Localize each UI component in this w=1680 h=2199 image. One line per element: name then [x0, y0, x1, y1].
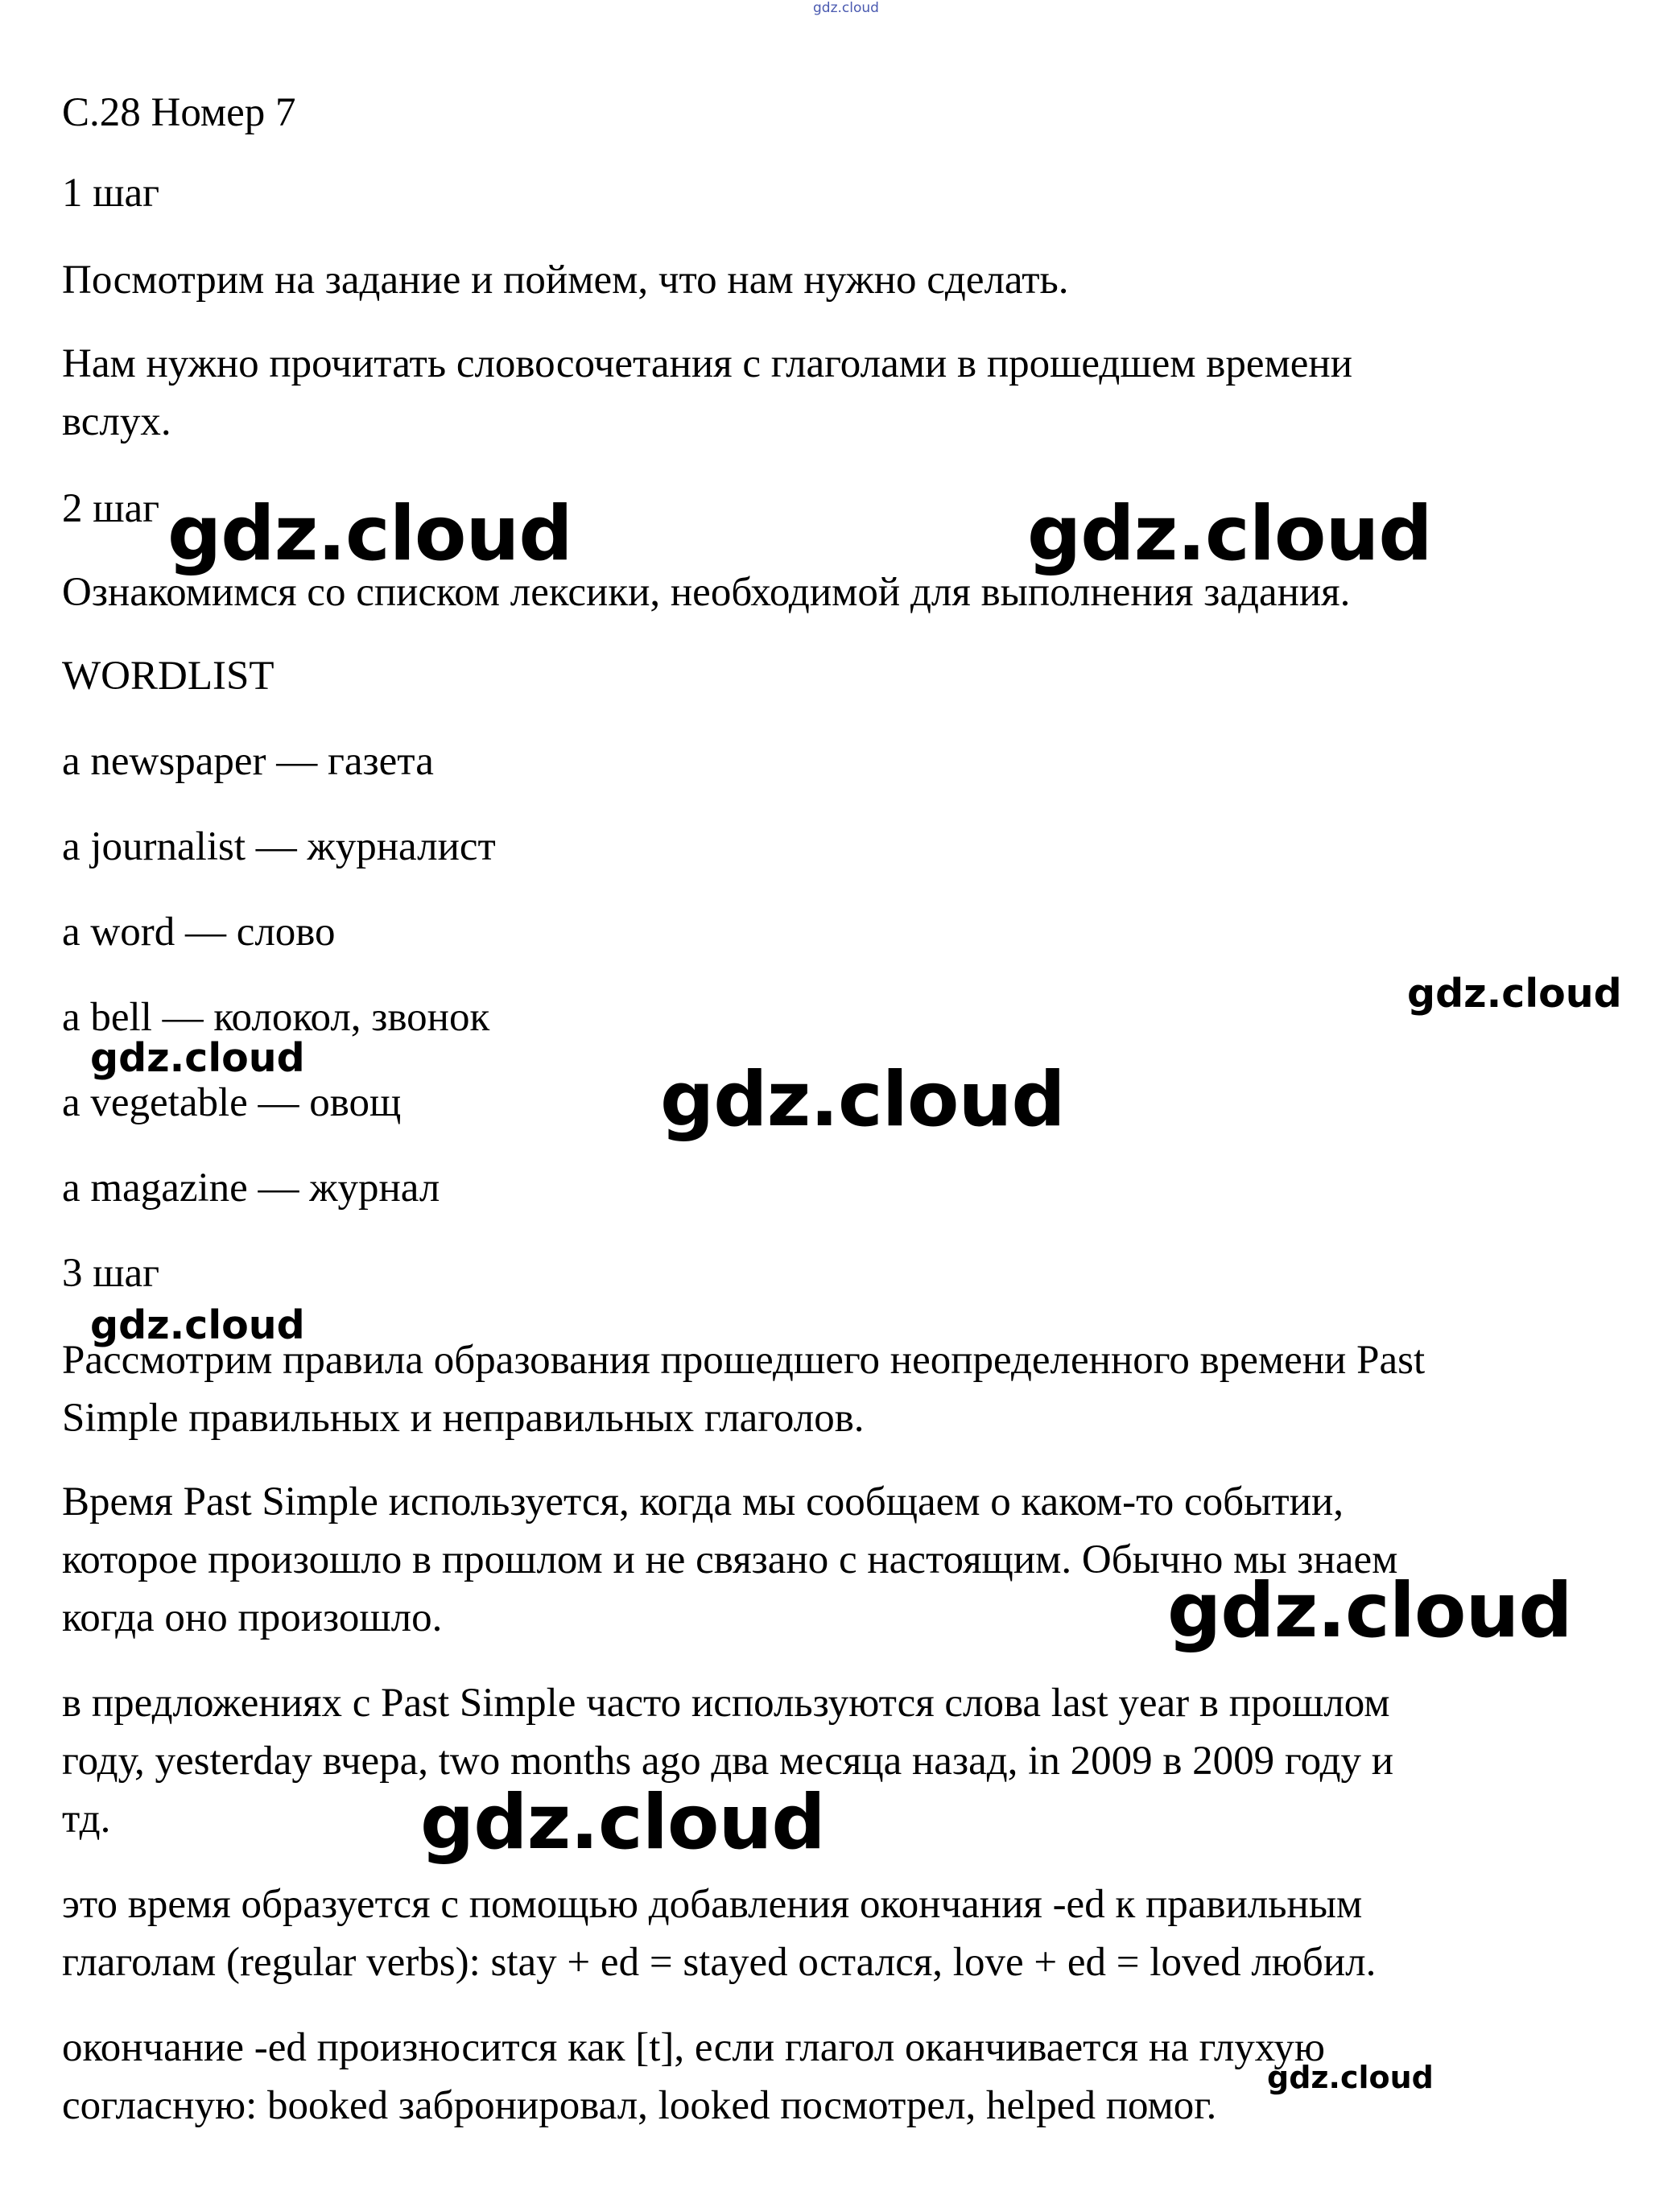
wordlist-item: a bell — колокол, звонок: [62, 995, 490, 1040]
watermark: gdz.cloud: [1027, 490, 1432, 578]
wordlist-heading: WORDLIST: [62, 654, 274, 699]
step-3-text-line: году, yesterday вчера, two months ago два месяца назад, in 2009 в 2009 году и: [62, 1739, 1394, 1784]
step-3-text-line: согласную: booked забронировал, looked посмотрел, helped помог.: [62, 2083, 1217, 2128]
step-3-text-line: в предложениях с Past Simple часто используются слова last year в прошлом: [62, 1681, 1390, 1726]
watermark: gdz.cloud: [90, 1302, 305, 1348]
watermark: gdz.cloud: [1267, 2060, 1434, 2095]
step-3-text-line: глаголам (regular verbs): stay + ed = stayed остался, love + ed = loved любил.: [62, 1940, 1377, 1985]
wordlist-item: a journalist — журналист: [62, 824, 496, 869]
step-1-text-line: Посмотрим на задание и поймем, что нам нужно сделать.: [62, 258, 1069, 303]
step-1-text-line: Нам нужно прочитать словосочетания с глаголами в прошедшем времени: [62, 341, 1352, 386]
watermark: gdz.cloud: [660, 1056, 1065, 1144]
header-watermark: gdz.cloud: [813, 0, 879, 16]
step-3-text-line: Simple правильных и неправильных глаголов.: [62, 1396, 865, 1441]
watermark: gdz.cloud: [167, 490, 572, 578]
wordlist-item: a word — слово: [62, 910, 336, 955]
wordlist-item: a newspaper — газета: [62, 739, 434, 784]
watermark: gdz.cloud: [420, 1779, 825, 1867]
step-3-label: 3 шаг: [62, 1251, 160, 1296]
step-2-label: 2 шаг: [62, 486, 160, 531]
watermark: gdz.cloud: [90, 1035, 305, 1081]
step-3-text-line: окончание -ed произносится как [t], если глагол оканчивается на глухую: [62, 2025, 1325, 2070]
step-1-label: 1 шаг: [62, 171, 160, 216]
step-3-text-line: это время образуется с помощью добавления окончания -ed к правильным: [62, 1882, 1363, 1927]
wordlist-item: a vegetable — овощ: [62, 1080, 402, 1125]
wordlist-item: a magazine — журнал: [62, 1166, 440, 1211]
step-1-text-line: вслух.: [62, 399, 171, 444]
step-3-text-line: тд.: [62, 1797, 111, 1842]
step-3-text-line: Время Past Simple используется, когда мы сообщаем о каком-то событии,: [62, 1479, 1344, 1524]
watermark: gdz.cloud: [1167, 1567, 1572, 1655]
watermark: gdz.cloud: [1407, 971, 1622, 1017]
step-3-text-line: Рассмотрим правила образования прошедшего неопределенного времени Past: [62, 1338, 1426, 1383]
page-title: С.28 Номер 7: [62, 90, 296, 135]
step-2-intro: Ознакомимся со списком лексики, необходимой для выполнения задания.: [62, 570, 1351, 615]
step-3-text-line: которое произошло в прошлом и не связано с настоящим. Обычно мы знаем: [62, 1537, 1398, 1582]
step-3-text-line: когда оно произошло.: [62, 1595, 443, 1640]
